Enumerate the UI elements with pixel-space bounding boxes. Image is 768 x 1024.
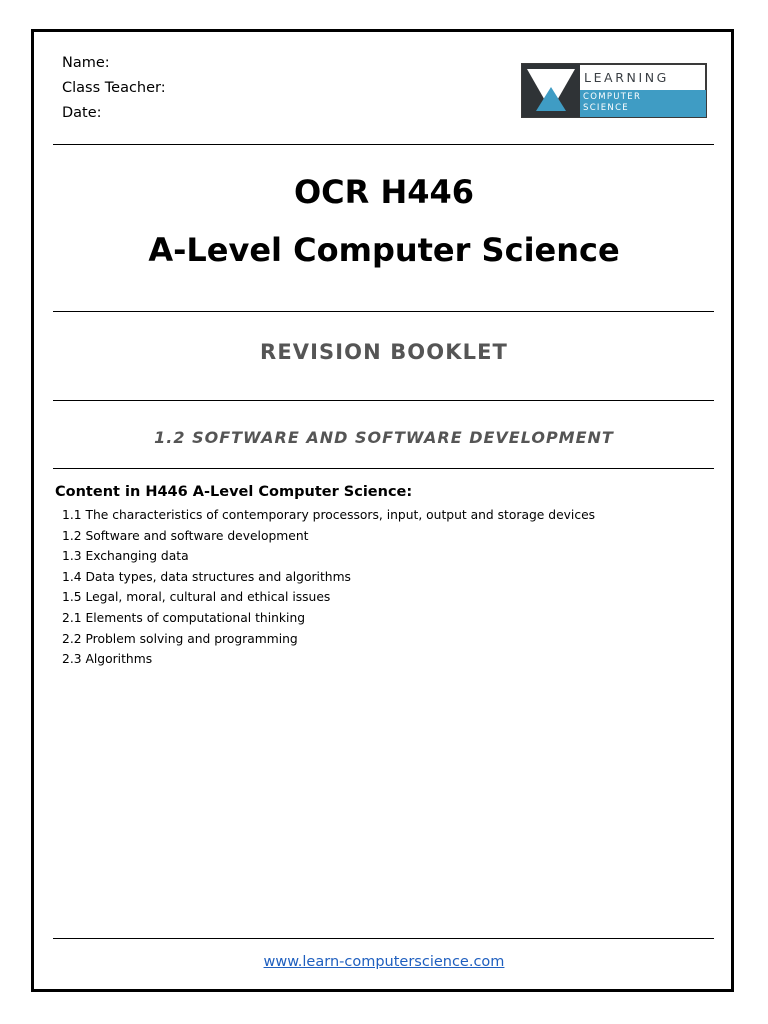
- contents-item: 2.2 Problem solving and programming: [62, 631, 298, 646]
- contents-item: 1.1 The characteristics of contemporary processors, input, output and storage devices: [62, 508, 596, 522]
- contents-heading: Content in H446 A-Level Computer Science:: [55, 484, 413, 500]
- website-link[interactable]: www.learn-computerscience.com: [263, 954, 505, 970]
- logo-triangle-mark: [522, 64, 580, 117]
- divider-booklet: [53, 400, 714, 401]
- contents-item: 1.5 Legal, moral, cultural and ethical issues: [62, 590, 331, 605]
- learning-computer-science-logo: [522, 64, 706, 117]
- name-label: Name:: [62, 55, 110, 71]
- divider-title: [53, 311, 714, 312]
- contents-item: 2.1 Elements of computational thinking: [62, 610, 306, 625]
- contents-item: 1.3 Exchanging data: [62, 549, 189, 564]
- logo-text-computer: COMPUTER: [583, 92, 642, 102]
- divider-section: [53, 468, 714, 469]
- divider-header: [53, 144, 714, 145]
- student-info-fields: [62, 51, 166, 126]
- class-teacher-label: Class Teacher:: [62, 80, 166, 96]
- logo-triangle-icon: [522, 64, 580, 117]
- contents-item: 1.2 Software and software development: [62, 528, 309, 543]
- title-course: A-Level Computer Science: [148, 231, 620, 269]
- title-code: OCR H446: [293, 173, 475, 211]
- footer: [0, 951, 768, 973]
- revision-booklet-heading: REVISION BOOKLET: [260, 340, 508, 364]
- divider-footer: [53, 938, 714, 939]
- logo-text-computer-science: [580, 90, 706, 117]
- contents-item: 2.3 Algorithms: [62, 652, 153, 667]
- contents-list: [62, 505, 595, 670]
- section-heading: 1.2 SOFTWARE AND SOFTWARE DEVELOPMENT: [154, 428, 614, 447]
- contents-item: 1.4 Data types, data structures and algorithms: [62, 569, 351, 584]
- logo-text-science: SCIENCE: [583, 103, 629, 113]
- logo-text-learning: LEARNING: [580, 64, 706, 90]
- date-label: Date:: [62, 105, 102, 121]
